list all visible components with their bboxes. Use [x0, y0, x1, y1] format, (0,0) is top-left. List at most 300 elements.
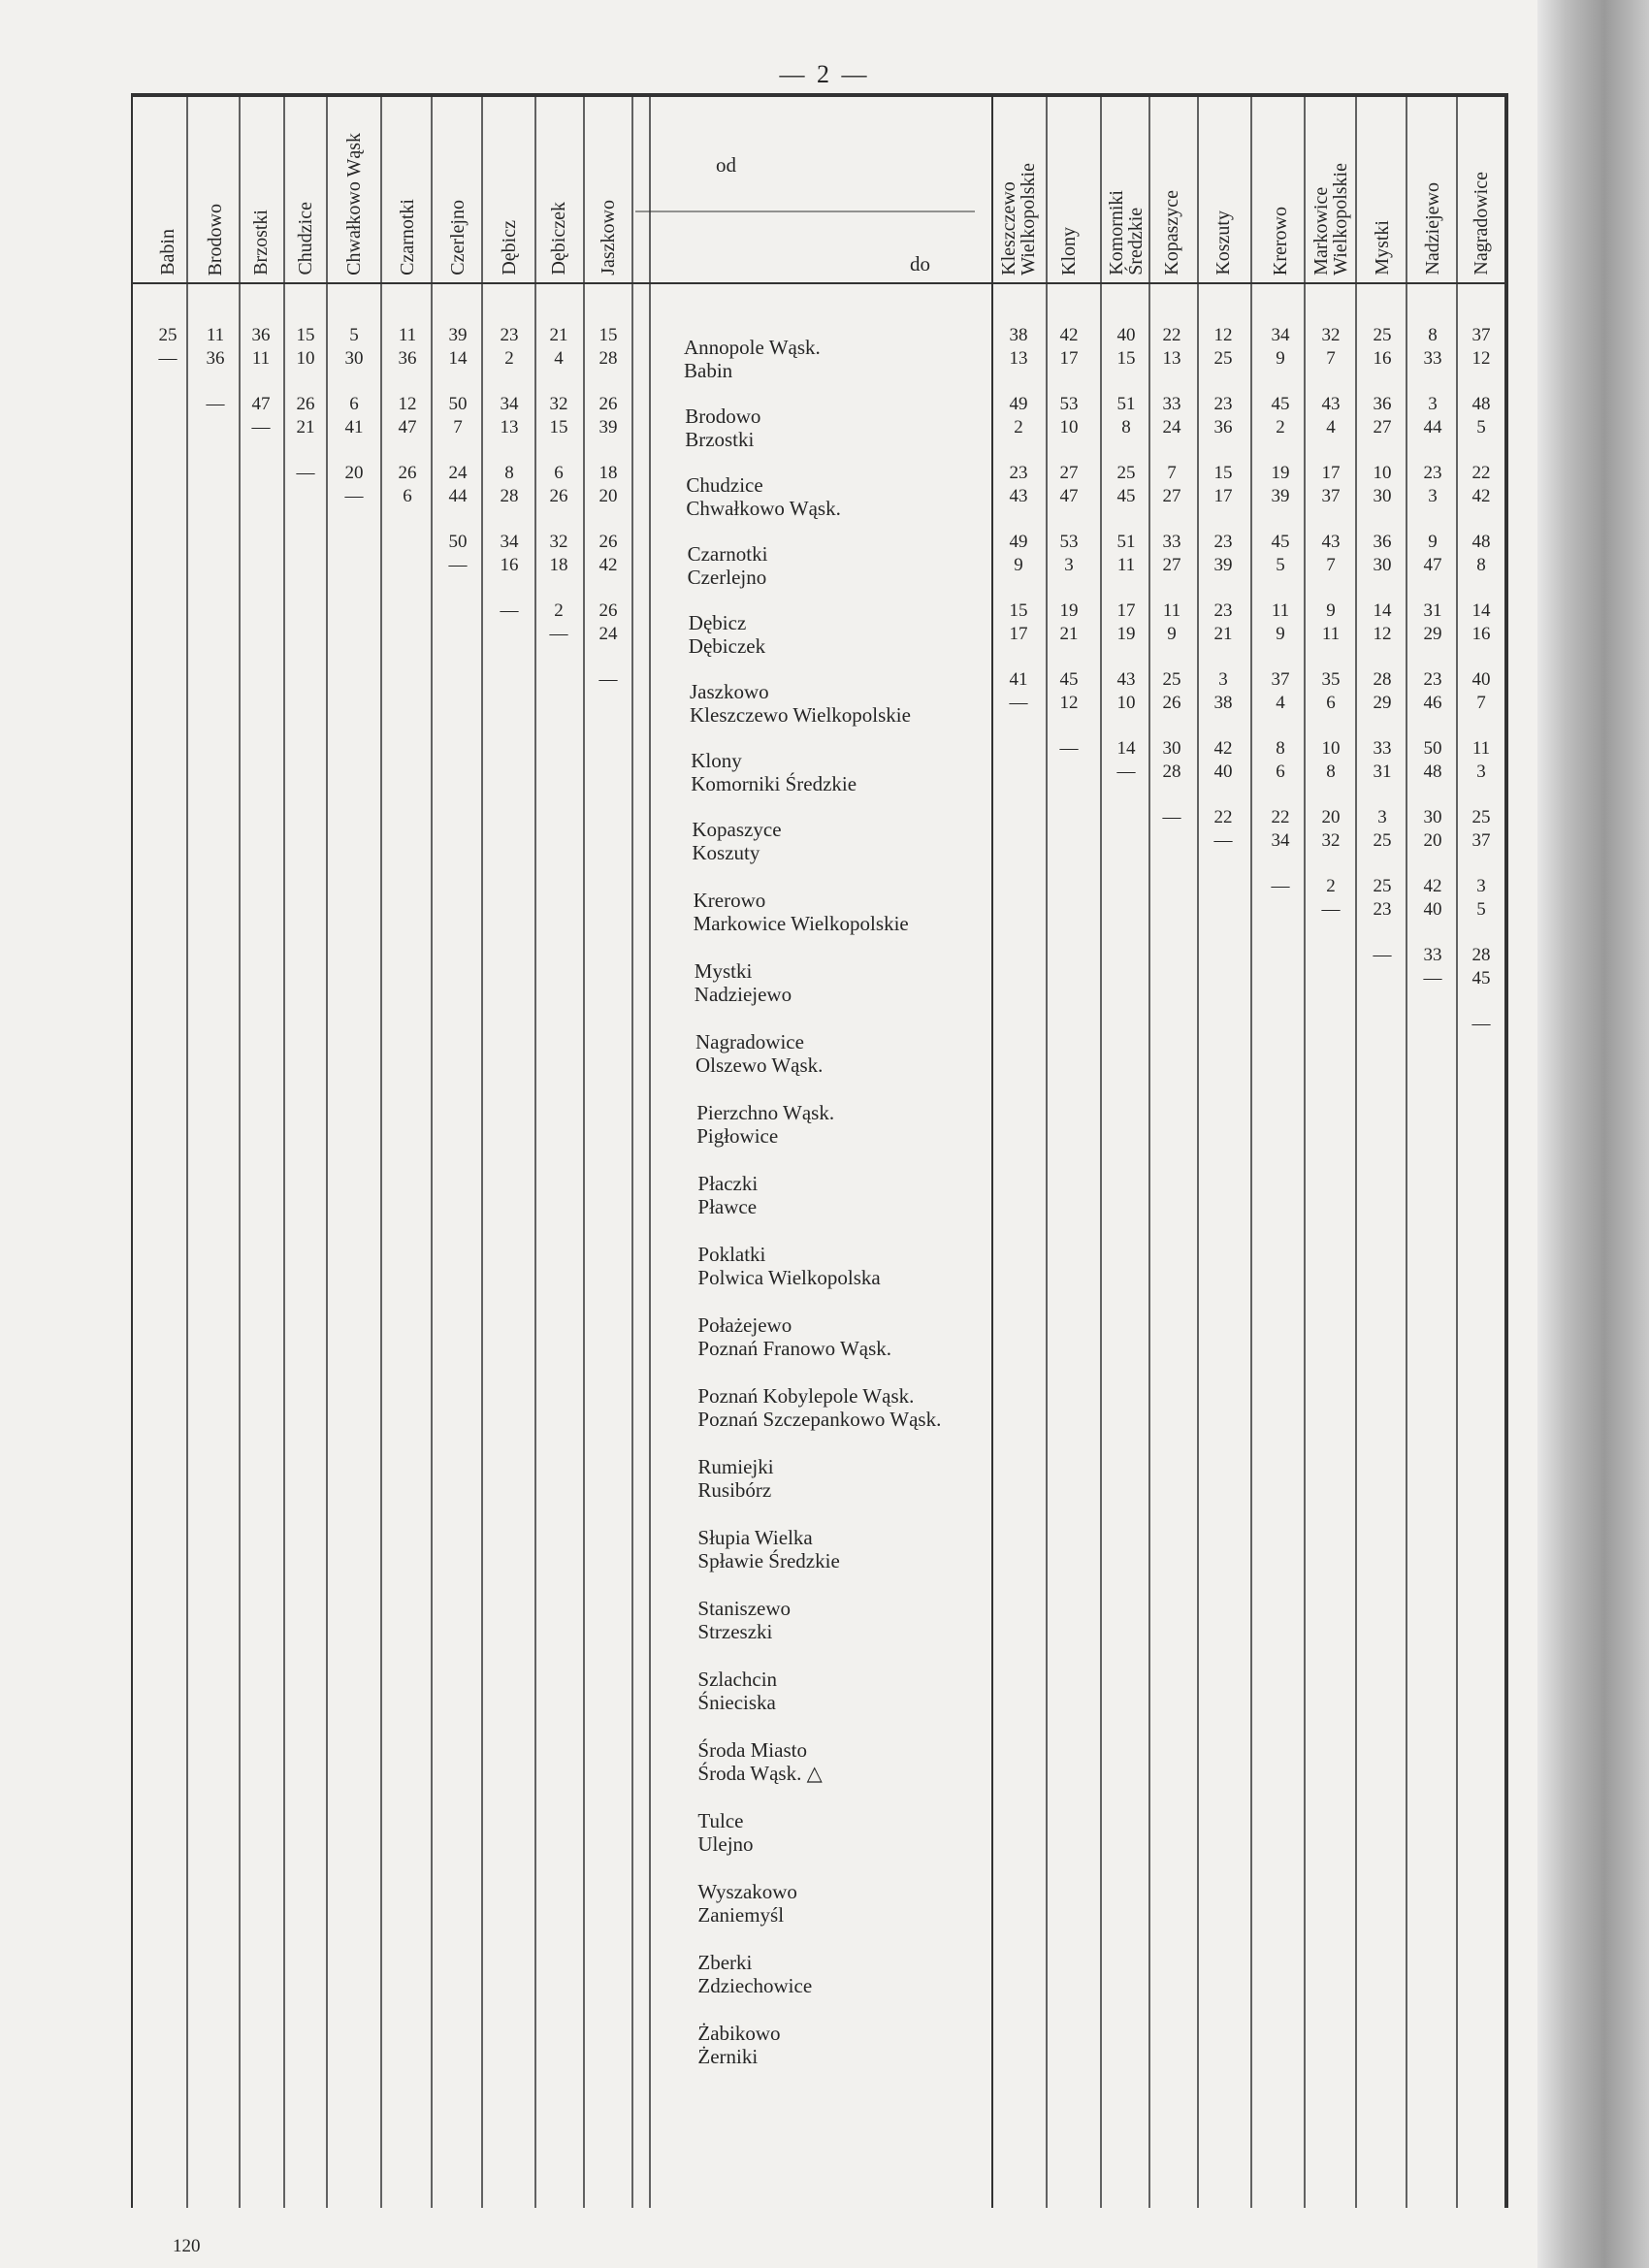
distance-value: 26 [296, 394, 315, 414]
station-name: Rusibórz [697, 1478, 772, 1502]
distance-value: 15 [549, 417, 568, 437]
column-header-label: Klony [1058, 227, 1080, 275]
distance-value: 28 [1471, 945, 1491, 965]
distance-value: 23 [1423, 669, 1442, 690]
distance-value: 29 [1423, 624, 1442, 644]
distance-value: 11 [1162, 600, 1181, 621]
distance-value: 9 [1167, 624, 1177, 644]
distance-value: 17 [1213, 486, 1233, 506]
station-name: Śnieciska [697, 1691, 776, 1714]
distance-value: 42 [1059, 325, 1079, 345]
column-header-label: Brodowo [205, 203, 226, 275]
distance-value: 25 [1116, 463, 1136, 483]
station-name: Markowice Wielkopolskie [693, 912, 909, 935]
distance-value: 10 [1116, 693, 1136, 713]
distance-value: 11 [1271, 600, 1290, 621]
distance-value: 25 [1373, 830, 1392, 851]
station-name: Dębiczek [688, 634, 766, 658]
distance-value: 12 [1471, 348, 1491, 369]
distance-value: 13 [500, 417, 519, 437]
left-column-header-6 [391, 105, 424, 275]
right-column-header-1 [998, 105, 1039, 275]
distance-value: 45 [1471, 968, 1491, 988]
distance-value: 33 [1162, 394, 1181, 414]
distance-value: 28 [500, 486, 519, 506]
station-name: Dębicz [688, 611, 747, 634]
distance-value: 6 [403, 486, 412, 506]
distance-value: 14 [448, 348, 468, 369]
station-name: Olszewo Wąsk. [695, 1053, 824, 1077]
station-name: Jaszkowo [690, 680, 769, 703]
page-number: — 2 — [779, 60, 870, 88]
distance-value: 44 [448, 486, 468, 506]
distance-value: 8 [1121, 417, 1131, 437]
distance-value: 39 [598, 417, 618, 437]
left-column-header-2 [199, 105, 232, 275]
station-name: Czarnotki [687, 542, 768, 566]
station-name: Nagradowice [695, 1030, 804, 1053]
distance-value: 40 [1471, 669, 1491, 690]
distance-value: 22 [1271, 807, 1290, 827]
distance-value: 27 [1373, 417, 1392, 437]
distance-value: 24 [448, 463, 468, 483]
station-name: Chwałkowo Wąsk. [686, 497, 841, 520]
left-column-header-3 [244, 105, 277, 275]
distance-value: 12 [398, 394, 417, 414]
distance-value: 50 [448, 394, 468, 414]
distance-value: 4 [554, 348, 564, 369]
distance-value: 25 [1471, 807, 1491, 827]
distance-value: 33 [1423, 348, 1442, 369]
distance-value: 31 [1423, 600, 1442, 621]
distance-value: 28 [1162, 761, 1181, 782]
distance-value: 50 [1423, 738, 1442, 759]
distance-value: 48 [1423, 761, 1442, 782]
distance-value: 17 [1009, 624, 1028, 644]
distance-value: 15 [598, 325, 618, 345]
distance-value: 11 [206, 325, 225, 345]
distance-value: 15 [1213, 463, 1233, 483]
column-header-label: Dębiczek [548, 202, 569, 275]
distance-value: 26 [598, 600, 618, 621]
distance-value: 11 [251, 348, 271, 369]
od-label: od [716, 153, 736, 177]
distance-value: 19 [1059, 600, 1079, 621]
distance-value: 26 [598, 394, 618, 414]
column-header-label: Brzostki [250, 210, 272, 275]
distance-value: 16 [500, 555, 519, 575]
distance-value: 25 [1373, 876, 1392, 896]
distance-value: 29 [1373, 693, 1392, 713]
do-label: do [910, 252, 930, 275]
distance-value: 9 [1014, 555, 1023, 575]
distance-value: 28 [598, 348, 618, 369]
column-header-label: Nagradowice [1471, 172, 1492, 275]
distance-value: 13 [1009, 348, 1028, 369]
station-name: Pławce [697, 1195, 758, 1218]
distance-value: — [1271, 876, 1290, 896]
station-name: Czerlejno [687, 566, 767, 589]
station-name: Szlachcin [697, 1668, 778, 1691]
distance-value: — [1059, 738, 1079, 759]
station-name: Środa Miasto [697, 1738, 807, 1762]
distance-value: — [344, 486, 364, 506]
distance-value: 39 [448, 325, 468, 345]
distance-value: 33 [1423, 945, 1442, 965]
distance-value: 14 [1471, 600, 1491, 621]
distance-value: 38 [1009, 325, 1028, 345]
book-binding-shadow [1537, 0, 1649, 2268]
distance-value: — [158, 348, 178, 369]
distance-value: 24 [598, 624, 618, 644]
distance-value: 8 [1476, 555, 1486, 575]
station-name: Kopaszyce [692, 818, 782, 841]
distance-value: 27 [1059, 463, 1079, 483]
distance-value: 37 [1321, 486, 1341, 506]
distance-value: — [1373, 945, 1392, 965]
station-name: Chudzice [686, 473, 763, 497]
distance-value: 7 [1476, 693, 1486, 713]
station-name: Zdziechowice [697, 1974, 813, 1997]
column-header-label: Krerowo [1270, 206, 1291, 275]
distance-value: — [448, 555, 468, 575]
distance-value: 32 [1321, 325, 1341, 345]
station-name: Komorniki Średzkie [691, 772, 857, 795]
distance-value: 35 [1321, 669, 1341, 690]
station-name: Połażejewo [697, 1313, 792, 1337]
column-header-label: Chwałkowo Wąsk [343, 133, 365, 275]
distance-value: 2 [1014, 417, 1023, 437]
distance-value: 41 [1009, 669, 1028, 690]
distance-value: — [1009, 693, 1028, 713]
distance-value: 43 [1116, 669, 1136, 690]
distance-value: 16 [1373, 348, 1392, 369]
column-header-label: Markowice Wielkopolskie [1310, 163, 1351, 275]
distance-value: 23 [1213, 600, 1233, 621]
station-name: Poznań Kobylepole Wąsk. [697, 1384, 915, 1408]
distance-value: 16 [1471, 624, 1491, 644]
distance-value: 50 [448, 532, 468, 552]
column-header-label: Babin [157, 229, 178, 275]
station-name: Kleszczewo Wielkopolskie [690, 703, 911, 727]
distance-value: 41 [344, 417, 364, 437]
distance-value: 15 [1009, 600, 1028, 621]
column-header-label: Dębicz [499, 220, 520, 275]
left-column-header-1 [151, 105, 184, 275]
distance-value: 48 [1471, 394, 1491, 414]
distance-value: 30 [1373, 555, 1392, 575]
distance-value: 39 [1271, 486, 1290, 506]
distance-value: 11 [1471, 738, 1491, 759]
station-name: Żerniki [697, 2045, 759, 2068]
distance-value: 30 [1162, 738, 1181, 759]
distance-value: 3 [1476, 876, 1486, 896]
distance-value: 43 [1009, 486, 1028, 506]
distance-value: 5 [1276, 555, 1285, 575]
distance-value: 43 [1321, 394, 1341, 414]
station-name: Brzostki [685, 428, 755, 451]
distance-value: 33 [1373, 738, 1392, 759]
distance-value: 42 [1471, 486, 1491, 506]
distance-value: 47 [251, 394, 271, 414]
station-name: Pigłowice [696, 1124, 779, 1148]
distance-value: 17 [1059, 348, 1079, 369]
footer-page-number: 120 [173, 2236, 201, 2256]
column-header-label: Chudzice [295, 202, 316, 275]
distance-value: 8 [504, 463, 514, 483]
station-name: Ulejno [697, 1832, 754, 1856]
distance-value: 25 [1162, 669, 1181, 690]
left-column-header-5 [338, 105, 371, 275]
distance-value: 9 [1326, 600, 1336, 621]
distance-value: 20 [344, 463, 364, 483]
distance-value: 44 [1423, 417, 1442, 437]
distance-value: 28 [1373, 669, 1392, 690]
distance-value: 11 [398, 325, 417, 345]
distance-value: 31 [1373, 761, 1392, 782]
station-name: Strzeszki [697, 1620, 773, 1643]
station-name: Wyszakowo [697, 1880, 797, 1903]
distance-value: 25 [1213, 348, 1233, 369]
distance-value: 53 [1059, 532, 1079, 552]
right-column-header-2 [1052, 105, 1085, 275]
distance-value: 12 [1059, 693, 1079, 713]
distance-value: 10 [296, 348, 315, 369]
distance-value: 2 [1276, 417, 1285, 437]
station-name: Staniszewo [697, 1597, 792, 1620]
station-name: Nadziejewo [694, 983, 792, 1006]
distance-value: 5 [1476, 899, 1486, 920]
distance-value: 3 [1428, 486, 1438, 506]
distance-value: 9 [1276, 624, 1285, 644]
distance-value: 42 [598, 555, 618, 575]
distance-value: 26 [598, 532, 618, 552]
distance-value: 42 [1213, 738, 1233, 759]
distance-value: — [549, 624, 568, 644]
distance-value: 36 [206, 348, 225, 369]
distance-value: 23 [1009, 463, 1028, 483]
distance-value: — [500, 600, 519, 621]
distance-value: 19 [1271, 463, 1290, 483]
distance-value: 26 [549, 486, 568, 506]
distance-value: 37 [1471, 830, 1491, 851]
left-column-header-9 [542, 105, 575, 275]
distance-value: 37 [1471, 325, 1491, 345]
distance-value: 22 [1471, 463, 1491, 483]
distance-value: 37 [1271, 669, 1290, 690]
distance-value: 15 [296, 325, 315, 345]
distance-value: 3 [1064, 555, 1074, 575]
distance-table [131, 93, 1508, 2208]
distance-value: — [1162, 807, 1181, 827]
distance-value: 7 [1326, 555, 1336, 575]
distance-value: 51 [1116, 532, 1136, 552]
distance-value: 17 [1321, 463, 1341, 483]
column-header-label: Mystki [1372, 220, 1393, 275]
distance-value: 6 [349, 394, 359, 414]
distance-value: 18 [549, 555, 568, 575]
distance-value: 36 [1213, 417, 1233, 437]
distance-value: 6 [554, 463, 564, 483]
distance-value: 51 [1116, 394, 1136, 414]
distance-value: 3 [1218, 669, 1228, 690]
right-column-header-10 [1465, 105, 1498, 275]
distance-value: 34 [500, 532, 519, 552]
distance-value: 45 [1271, 532, 1290, 552]
distance-value: 8 [1326, 761, 1336, 782]
distance-value: 21 [1059, 624, 1079, 644]
distance-value: 32 [549, 532, 568, 552]
station-name: Spławie Średzkie [697, 1549, 840, 1572]
distance-value: 21 [549, 325, 568, 345]
distance-value: 2 [1326, 876, 1336, 896]
column-header-label: Nadziejewo [1422, 182, 1443, 275]
distance-value: 32 [1321, 830, 1341, 851]
distance-value: 24 [1162, 417, 1181, 437]
column-header-label: Jaszkowo [598, 200, 619, 275]
distance-value: 6 [1326, 693, 1336, 713]
distance-value: 10 [1373, 463, 1392, 483]
right-column-header-8 [1366, 105, 1399, 275]
distance-value: 26 [398, 463, 417, 483]
station-name: Mystki [694, 959, 753, 983]
distance-value: 23 [1213, 532, 1233, 552]
distance-value: 11 [1116, 555, 1136, 575]
distance-value: 22 [1162, 325, 1181, 345]
distance-value: 19 [1116, 624, 1136, 644]
distance-value: 49 [1009, 394, 1028, 414]
station-name: Brodowo [685, 405, 761, 428]
station-name: Poznań Franowo Wąsk. [697, 1337, 892, 1360]
distance-value: 12 [1213, 325, 1233, 345]
distance-value: — [296, 463, 315, 483]
distance-value: 38 [1213, 693, 1233, 713]
distance-value: 18 [598, 463, 618, 483]
distance-value: 2 [554, 600, 564, 621]
distance-value: 5 [349, 325, 359, 345]
distance-value: 34 [500, 394, 519, 414]
distance-value: 20 [598, 486, 618, 506]
distance-value: 47 [398, 417, 417, 437]
distance-value: 36 [398, 348, 417, 369]
distance-value: 36 [1373, 532, 1392, 552]
distance-value: 21 [1213, 624, 1233, 644]
distance-value: — [1471, 1014, 1491, 1034]
distance-value: 34 [1271, 325, 1290, 345]
right-column-header-5 [1207, 105, 1240, 275]
distance-value: 7 [1167, 463, 1177, 483]
station-name: Polwica Wielkopolska [697, 1266, 881, 1289]
distance-value: 27 [1162, 555, 1181, 575]
station-name: Żabikowo [697, 2022, 781, 2045]
distance-value: 45 [1059, 669, 1079, 690]
station-name: Rumiejki [697, 1455, 774, 1478]
distance-value: 4 [1326, 417, 1336, 437]
column-header-label: Kleszczewo Wielkopolskie [998, 163, 1039, 275]
distance-value: 23 [1213, 394, 1233, 414]
right-column-header-6 [1264, 105, 1297, 275]
distance-value: 30 [1423, 807, 1442, 827]
distance-value: 32 [549, 394, 568, 414]
station-name: Zaniemyśl [697, 1903, 785, 1927]
distance-value: 45 [1116, 486, 1136, 506]
distance-value: 30 [1373, 486, 1392, 506]
distance-value: 15 [1116, 348, 1136, 369]
distance-value: 40 [1423, 899, 1442, 920]
distance-value: 2 [504, 348, 514, 369]
distance-value: 40 [1116, 325, 1136, 345]
distance-value: 14 [1116, 738, 1136, 759]
column-header-label: Czarnotki [397, 199, 418, 275]
distance-value: 20 [1321, 807, 1341, 827]
distance-value: 30 [344, 348, 364, 369]
distance-value: 47 [1423, 555, 1442, 575]
distance-value: 13 [1162, 348, 1181, 369]
distance-value: 49 [1009, 532, 1028, 552]
distance-value: 25 [158, 325, 178, 345]
distance-value: 46 [1423, 693, 1442, 713]
station-name: Zberki [697, 1951, 753, 1974]
distance-value: 40 [1213, 761, 1233, 782]
right-column-header-7 [1310, 105, 1351, 275]
station-name: Pierzchno Wąsk. [696, 1101, 835, 1124]
station-name: Koszuty [692, 841, 760, 864]
distance-value: 22 [1213, 807, 1233, 827]
distance-value: 26 [1162, 693, 1181, 713]
distance-value: 10 [1059, 417, 1079, 437]
left-column-header-7 [441, 105, 474, 275]
distance-value: — [1423, 968, 1442, 988]
distance-value: 20 [1423, 830, 1442, 851]
distance-value: 45 [1271, 394, 1290, 414]
distance-value: 9 [1428, 532, 1438, 552]
station-name: Poznań Szczepankowo Wąsk. [697, 1408, 942, 1431]
distance-value: 43 [1321, 532, 1341, 552]
distance-value: — [251, 417, 271, 437]
column-header-label: Komorniki Średzkie [1106, 190, 1147, 275]
station-name: Poklatki [697, 1243, 766, 1266]
distance-value: 3 [1428, 394, 1438, 414]
station-name: Tulce [697, 1809, 744, 1832]
distance-value: 14 [1373, 600, 1392, 621]
station-name: Słupia Wielka [697, 1526, 813, 1549]
distance-value: 47 [1059, 486, 1079, 506]
distance-value: 17 [1116, 600, 1136, 621]
distance-value: 34 [1271, 830, 1290, 851]
distance-value: — [206, 394, 225, 414]
distance-value: 23 [1373, 899, 1392, 920]
distance-value: — [1321, 899, 1341, 920]
distance-value: 3 [1476, 761, 1486, 782]
distance-value: 42 [1423, 876, 1442, 896]
distance-value: — [1116, 761, 1136, 782]
left-column-header-4 [289, 105, 322, 275]
distance-value: 27 [1162, 486, 1181, 506]
distance-value: 12 [1373, 624, 1392, 644]
column-header-label: Czerlejno [447, 200, 469, 275]
distance-value: 48 [1471, 532, 1491, 552]
distance-value: 9 [1276, 348, 1285, 369]
station-name: Klony [691, 749, 742, 772]
distance-value: 23 [1423, 463, 1442, 483]
station-name: Babin [684, 359, 733, 382]
distance-value: 10 [1321, 738, 1341, 759]
distance-value: 7 [1326, 348, 1336, 369]
distance-value: 39 [1213, 555, 1233, 575]
distance-value: — [1213, 830, 1233, 851]
column-header-label: Kopaszyce [1161, 190, 1182, 275]
distance-value: 25 [1373, 325, 1392, 345]
